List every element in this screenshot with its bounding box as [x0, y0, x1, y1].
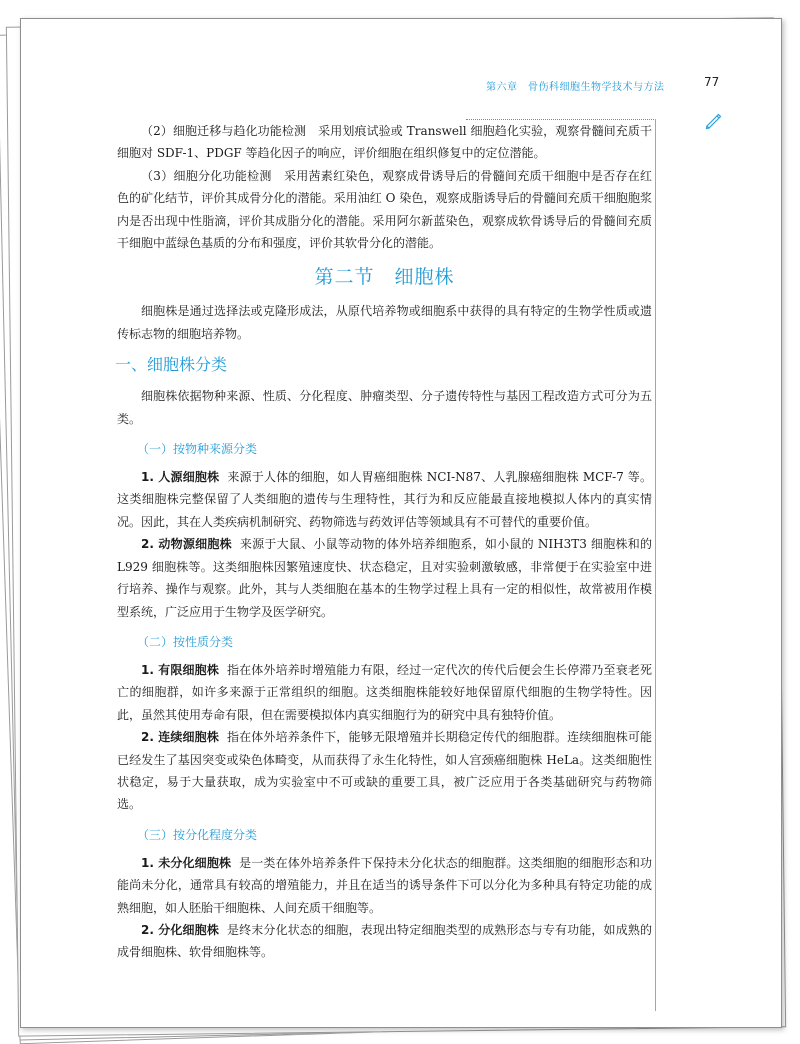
- list-item: [117, 659, 652, 726]
- item-text: 是一类在体外培养条件下保持未分化状态的细胞群。这类细胞的细胞形态和功能尚未分化，通常具有较高的增殖能力，并且在适当的诱导条件下可以分化为多种具有特定功能的成熟细胞，如人胚胎干细胞株、人间充质干细胞等。: [117, 855, 652, 915]
- item-text: 指在体外培养条件下，能够无限增殖并长期稳定传代的细胞群。连续细胞株可能已经发生了基因突变或染色体畸变，从而获得了永生化特性，如人宫颈癌细胞株 HeLa。这类细胞性状稳定，易于大量获取，成为实验室中不可或缺的重要工具，被广泛应用于各类基础研究与药物筛选。: [117, 730, 652, 812]
- list-item: [117, 852, 652, 919]
- item-label: 2. 分化细胞株: [141, 922, 219, 937]
- item-label: 1. 未分化细胞株: [141, 855, 232, 870]
- margin-rule: [655, 119, 656, 1011]
- subheading-species: （一）按物种来源分类: [137, 442, 258, 457]
- section-title: 第二节 细胞株: [314, 266, 455, 289]
- list-item: [117, 726, 652, 816]
- list-item: [117, 466, 652, 533]
- list-item: [117, 919, 652, 964]
- item-text: 指在体外培养时增殖能力有限，经过一定代次的传代后便会生长停滞乃至衰老死亡的细胞群，如许多来源于正常组织的细胞。这类细胞株能较好地保留原代细胞的生物学特性。因此，虽然其使用寿命有限，但在需要模拟体内真实细胞行为的研究中具有独特价值。: [117, 662, 652, 722]
- item-label: 2. 动物源细胞株: [141, 537, 232, 552]
- item-label: 1. 有限细胞株: [141, 662, 219, 677]
- pen-icon: [704, 110, 724, 130]
- subheading-property: （二）按性质分类: [137, 634, 234, 649]
- paragraph-migration: （2）细胞迁移与趋化功能检测 采用划痕试验或 Transwell 细胞趋化实验，观察骨髓间充质干细胞对 SDF-1、PDGF 等趋化因子的响应，评价细胞在组织修复中的定位潜能。: [117, 124, 652, 161]
- item-label: 1. 人源细胞株: [141, 470, 220, 485]
- subheading-differentiation: （三）按分化程度分类: [137, 827, 258, 842]
- list-item: [117, 533, 652, 623]
- page-content: [117, 120, 652, 964]
- running-header-title: 第六章 骨伤科细胞生物学技术与方法: [486, 82, 665, 93]
- paragraph-differentiation: （3）细胞分化功能检测 采用茜素红染色，观察成骨诱导后的骨髓间充质干细胞中是否存在红色的矿化结节，评价其成骨分化的潜能。采用油红 O 染色，观察成脂诱导后的骨髓间充质干细胞胞浆内是否出现中性脂滴，评价其成脂分化的潜能。采用阿尔新蓝染色，观察成软骨诱导后的骨髓间充质干细胞中蓝绿色基质的分布和强度，评价其软骨分化的潜能。: [117, 168, 652, 251]
- item-text: 是终末分化状态的细胞，表现出特定细胞类型的成熟形态与专有功能，如成熟的成骨细胞株、软骨细胞株等。: [117, 922, 652, 960]
- item-text: 来源于大鼠、小鼠等动物的体外培养细胞系，如小鼠的 NIH3T3 细胞株和的 L929 细胞株等。这类细胞株因繁殖速度快、状态稳定，且对实验刺激敏感，非常便于在实验室中进行培养、操作与观察。此外，其与人类细胞在基本的生物学过程上具有一定的相似性，故常被用作模型系统，广泛应用于生物学及医学研究。: [117, 537, 652, 619]
- classification-intro: 细胞株依据物种来源、性质、分化程度、肿瘤类型、分子遗传特性与基因工程改造方式可分为五类。: [117, 389, 652, 426]
- section-intro: 细胞株是通过选择法或克隆形成法，从原代培养物或细胞系中获得的具有特定的生物学性质或遗传标志物的细胞培养物。: [117, 304, 652, 341]
- item-label: 2. 连续细胞株: [141, 730, 219, 745]
- item-text: 来源于人体的细胞，如人胃癌细胞株 NCI-N87、人乳腺癌细胞株 MCF-7 等。这类细胞株完整保留了人类细胞的遗传与生理特性，其行为和反应能最直接地模拟人体内的真实情况。因此，其在人类疾病机制研究、药物筛选与药效评估等领域具有不可替代的重要价值。: [117, 470, 653, 529]
- heading-classification: 一、细胞株分类: [115, 355, 228, 375]
- page-number: 77: [704, 75, 720, 89]
